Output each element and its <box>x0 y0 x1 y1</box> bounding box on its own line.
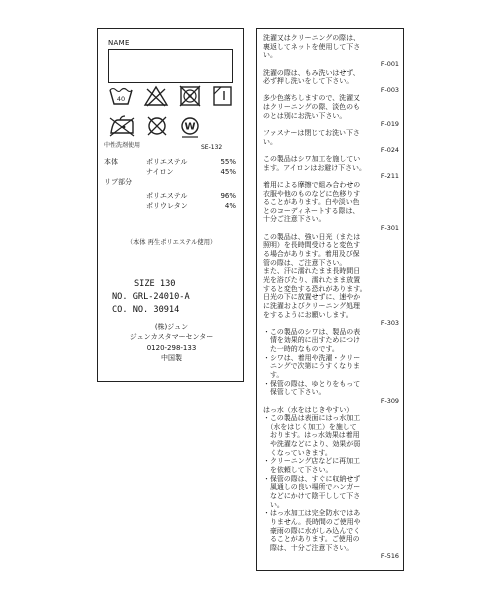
instruction-line: に洗濯およびクリーニング処理 <box>263 301 360 310</box>
instruction-line: ます。アイロンはお避け下さい。 <box>263 163 366 172</box>
instruction-line: すると変色する恐れがあります。 <box>263 284 367 293</box>
instruction-code: F-309 <box>380 396 399 405</box>
product-number-line <box>112 292 190 302</box>
instruction-line: ることがあります。白や淡い色 <box>263 198 360 207</box>
name-field[interactable] <box>108 49 233 83</box>
instruction-line: い。 <box>263 51 277 60</box>
no-label: NO. <box>112 292 128 302</box>
instruction-code: F-303 <box>380 319 399 328</box>
no-dry-clean-icon <box>145 115 169 137</box>
instruction-line: 際は、十分ご注意下さい。 <box>263 543 354 552</box>
instruction-line: とのコーディネートする際は、 <box>263 206 360 215</box>
left-care-tag <box>97 28 244 382</box>
size-label: SIZE <box>134 279 155 289</box>
country-of-origin: 中国製 <box>161 353 182 362</box>
instruction-line: ることがあります。ご使用の <box>263 535 360 544</box>
instruction-line: 豪雨の際に水がしみ込んでく <box>263 526 361 535</box>
instruction-line: はっ水（水をはじきやすい） <box>263 405 354 414</box>
instruction-line: ・保管の際は、ゆとりをもって <box>263 379 361 388</box>
wash-basin-40-icon <box>108 85 134 107</box>
customer-center: ジュンカスタマーセンター <box>129 333 214 342</box>
instruction-line: ・クリーニング店などに再加工 <box>263 457 360 466</box>
no-bleach-icon <box>143 85 169 107</box>
instruction-line: 衣服や他のものなどに色移りす <box>263 189 361 198</box>
instruction-line: 裏返してネットを使用して下さ <box>263 42 361 51</box>
instruction-line: また、汗に濡れたまま長時間日 <box>263 267 361 276</box>
co-number-line <box>112 305 179 315</box>
material-row: リブ部分 <box>104 178 132 186</box>
svg-text:40: 40 <box>116 95 126 103</box>
svg-text:W: W <box>184 121 196 133</box>
care-icons-row-1 <box>108 85 233 107</box>
instruction-code: F-024 <box>380 146 399 155</box>
size-value: 130 <box>159 279 176 289</box>
instruction-line: 保管して下さい。 <box>263 388 326 397</box>
instruction-line: 照明）を長時間受けると変色す <box>263 241 361 250</box>
maker-block <box>98 322 245 363</box>
neutral-detergent-text: 中性洗剤使用 <box>104 142 141 149</box>
instruction-line: をするようにお願いします。 <box>263 310 353 319</box>
instruction-line: や洗濯などにより、効果が弱 <box>263 440 361 449</box>
instruction-code: F-003 <box>380 85 399 94</box>
phone-number: 0120-298-133 <box>146 343 197 352</box>
instruction-line: 管の際は、ご注意下さい。 <box>263 258 347 267</box>
instruction-code: F-516 <box>380 552 399 561</box>
material-row: 本体 ポリエステル 55% <box>104 158 236 166</box>
instruction-line: を依頼して下さい。 <box>263 466 333 475</box>
instruction-line: 情を効果的に出すためにつけ <box>263 336 360 345</box>
no-tumble-dry-icon <box>178 85 202 107</box>
instruction-line: 日光の下に放置せずに、速やか <box>263 293 361 302</box>
instruction-code: F-019 <box>380 120 399 129</box>
line-dry-shade-icon <box>211 85 233 107</box>
instruction-line: ・保管の際は、すぐに収納せず <box>263 474 361 483</box>
care-icons-row-2 <box>108 115 202 139</box>
materials-table <box>104 157 236 211</box>
wet-clean-w-icon <box>178 115 202 139</box>
instruction-line: はクリーニングの際、淡色のも <box>263 103 360 112</box>
co-value: 30914 <box>153 305 180 315</box>
instruction-line: 必ず押し洗いをして下さい。 <box>263 77 354 86</box>
instruction-line: す。 <box>263 370 284 379</box>
instruction-line: た一時的なものです。 <box>263 345 339 354</box>
material-row: ポリエステル 96% <box>146 192 236 200</box>
instruction-line: ・はっ水加工は完全防水ではあ <box>263 509 361 518</box>
instruction-code: F-211 <box>380 172 399 181</box>
instruction-line: ・この製品のシワは、製品の表 <box>263 327 361 336</box>
instruction-code: F-001 <box>380 59 399 68</box>
instruction-line: 十分ご注意下さい。 <box>263 215 326 224</box>
instruction-line: 洗濯の際は、もみ洗いはせず、 <box>263 68 360 77</box>
care-instructions-text <box>263 34 401 561</box>
size-line <box>134 279 175 289</box>
instruction-line: のとは別にお洗い下さい。 <box>263 111 347 120</box>
instruction-line: い。 <box>263 137 277 146</box>
material-row: ナイロン 45% <box>146 168 236 176</box>
instruction-code: F-301 <box>380 224 399 233</box>
instruction-line: 風通しの良い場所でハンガー <box>263 483 361 492</box>
recycled-note: （本体 再生ポリエステル使用） <box>126 239 217 246</box>
iron-low-icon <box>108 115 136 137</box>
instruction-line: ・この製品は表面にはっ水加工 <box>263 414 361 423</box>
instruction-line: い。 <box>263 500 284 509</box>
instruction-line: この製品はシワ加工を施してい <box>263 154 361 163</box>
instruction-line: ファスナーは閉じてお洗い下さ <box>263 129 360 138</box>
instruction-line: この製品は、強い日光（または <box>263 232 361 241</box>
instruction-line: 洗濯又はクリーニングの際は、 <box>263 34 360 42</box>
instruction-line: （水をはじく加工）を施して <box>263 422 357 431</box>
se-code: SE-132 <box>201 144 223 151</box>
instruction-line: くなっていきます。 <box>263 448 332 457</box>
instruction-line: る場合があります。着用及び保 <box>263 250 360 259</box>
instruction-line: りません。長時間のご使用や <box>263 517 361 526</box>
no-value: GRL-24010-A <box>132 292 190 302</box>
instruction-line: 着用による摩擦で組み合わせの <box>263 180 361 189</box>
instruction-line: ニングで次第にうすくなりま <box>263 362 360 371</box>
name-label: NAME <box>108 39 130 47</box>
instruction-line: ・シワは、着用や洗濯・クリー <box>263 353 361 362</box>
right-care-instructions-tag <box>256 28 404 571</box>
instruction-line: 多少色落ちしますので、洗濯又 <box>263 94 360 103</box>
co-label: CO. NO. <box>112 305 149 315</box>
instruction-line: おります。はっ水効果は着用 <box>263 431 360 440</box>
instruction-line: 光を浴びたり、濡れたまま放置 <box>263 275 361 284</box>
material-row: ポリウレタン 4% <box>146 202 236 210</box>
company-name: (株)ジュン <box>154 323 189 331</box>
instruction-line: などにかけて陰干しして下さ <box>263 491 361 500</box>
